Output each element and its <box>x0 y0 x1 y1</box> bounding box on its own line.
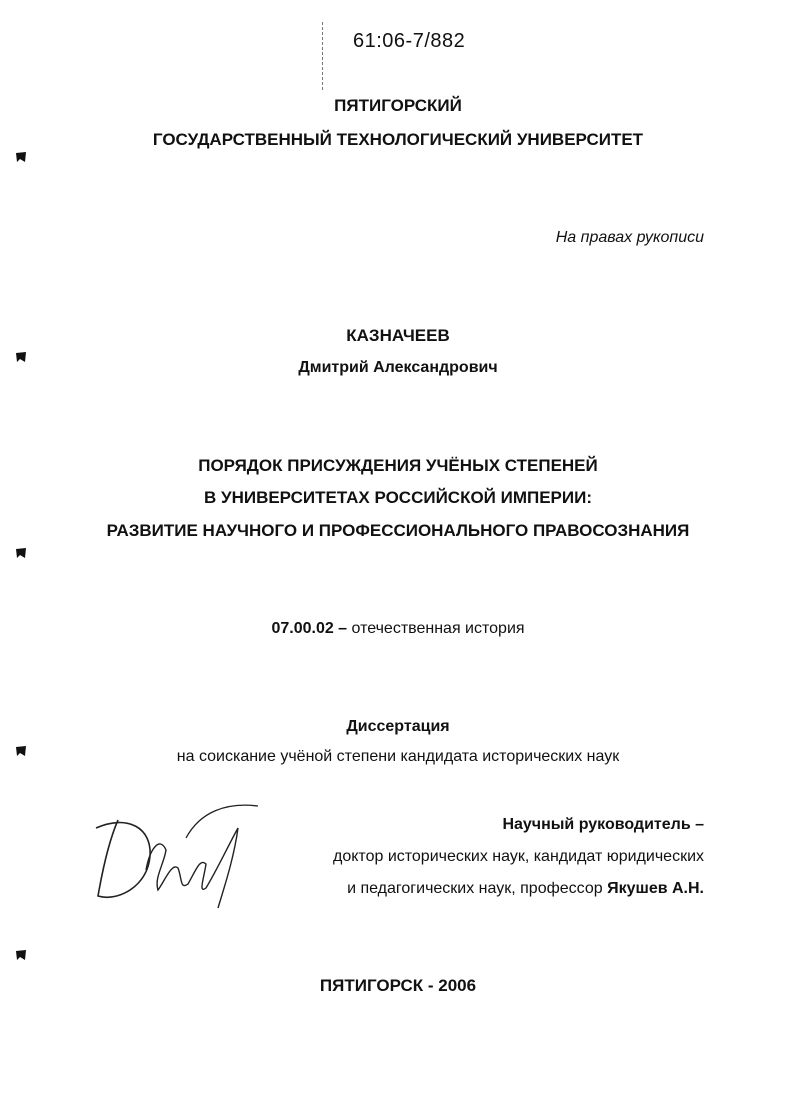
signature <box>88 798 263 910</box>
manuscript-rights: На правах рукописи <box>555 229 704 246</box>
punch-hole-mark-icon <box>14 350 28 364</box>
supervisor-name: Якушев А.Н. <box>607 880 704 897</box>
thesis-title-line-2: В УНИВЕРСИТЕТАХ РОССИЙСКОЙ ИМПЕРИИ: <box>204 488 592 507</box>
university-name-line-2: ГОСУДАРСТВЕННЫЙ ТЕХНОЛОГИЧЕСКИЙ УНИВЕРСИТЕТ <box>152 130 644 149</box>
punch-hole-mark-icon <box>14 744 28 758</box>
archive-code: 61:06-7/882 <box>353 30 466 52</box>
margin-line <box>322 22 324 90</box>
supervisor-credentials-line-1: доктор исторических наук, кандидат юридических <box>333 848 704 865</box>
specialty-code: 07.00.02 – <box>271 620 348 637</box>
punch-hole-mark-icon <box>14 546 28 560</box>
punch-hole-mark-icon <box>14 150 28 164</box>
punch-hole-mark-icon <box>14 948 28 962</box>
supervisor-credentials-line-2 <box>347 880 704 898</box>
thesis-title-line-3: РАЗВИТИЕ НАУЧНОГО И ПРОФЕССИОНАЛЬНОГО ПРАВОСОЗНАНИЯ <box>106 521 690 540</box>
supervisor-credentials-text: и педагогических наук, профессор <box>347 880 603 897</box>
supervisor-label: Научный руководитель – <box>502 816 704 833</box>
degree-sought: на соискание учёной степени кандидата исторических наук <box>176 748 620 765</box>
author-surname: КАЗНАЧЕЕВ <box>346 326 450 345</box>
author-given-names: Дмитрий Александрович <box>298 359 498 376</box>
specialty-name: отечественная история <box>351 620 525 637</box>
university-name-line-1: ПЯТИГОРСКИЙ <box>334 96 462 115</box>
place-and-year: ПЯТИГОРСК - 2006 <box>319 976 477 995</box>
specialty <box>0 620 796 638</box>
thesis-title-line-1: ПОРЯДОК ПРИСУЖДЕНИЯ УЧЁНЫХ СТЕПЕНЕЙ <box>198 456 598 475</box>
dissertation-heading: Диссертация <box>346 718 450 735</box>
